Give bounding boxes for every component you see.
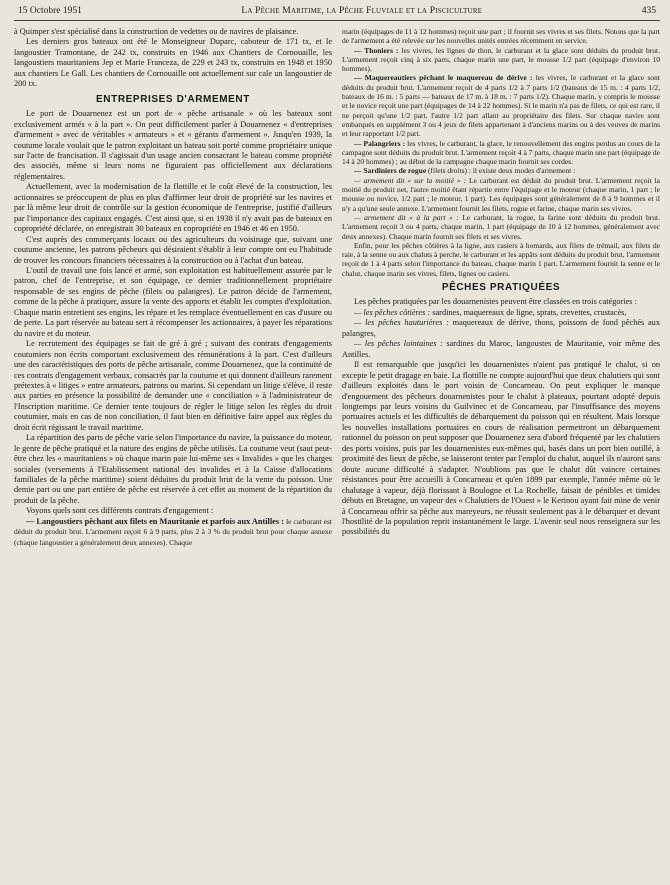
paragraph-text: Le carburant est déduit du produit brut. L'armement reçoit la moitié du produit net, l'autre moitié étant répartie entre l'équipage et le moteur (chaque marin, 1 part ; le mousse ou novice, 1/2 part ; le moteur, 1 part). Les équipages sont généralement de 8 à 9 hommes et il n'y a qu'une seule annexe. L'armement fournit les filets, rogue et farine, chaque marin ses vivres. bbox=[342, 175, 660, 213]
header-page-number: 435 bbox=[641, 6, 656, 16]
paragraph-text: Le carburant, la rogue, la farine sont déduits du produit brut. L'armement reçoit 3 ou 4 parts, chaque marin, 1 part (équipage de 10 à 12 hommes, généralement avec deux annexes). Chaque marin fournit ses filets et ses vivres. bbox=[342, 212, 660, 241]
paragraph-heading: — les pêches côtières : bbox=[354, 307, 431, 317]
paragraph-heading: — Sardiniers de rogue bbox=[354, 166, 427, 176]
paragraph: Les pêches pratiquées par les douarnenistes peuvent être classées en trois catégories : bbox=[354, 297, 637, 307]
section-title: ENTREPRISES D'ARMEMENT bbox=[96, 93, 250, 105]
paragraph: Il est remarquable que jusqu'ici les douarnenistes n'aient pas pratiqué le chalut, si on excepte le petit dragage en baie. La flottille ne compte aujourd'hui que deux chalutiers qui sont d'ailleurs exploités dans le port voisin de Concarneau. On peut expliquer le manque d'engouement des pêcheurs douarnenistes pour le chalut à plateaux, pourtant adopté depuis longtemps par leurs voisins du Guilvinec et de Concarneau, par l'insuffisance des moyens portuaires actuels et les difficultés de débarquement du poisson qui en résultent. Mais lorsque les nouvelles installations portuaires en cours de réalisation permettront un débarquement rationnel du poisson on peut supposer que Douarnenez sera d'abord fréquenté par les chalutiers des ports voisins, puis par les douarnenistes eux-mêmes qui, basés dans un port bien outillé, à proximité des lieux de pêche, se laisseront tenter par l'emploi du chalut, auquel ils n'auront sans doute aucune difficulté à s'adapter. N'oublions pas que le chalut dût vaincre certaines résistances pour être accueilli à Concarneau et qu'en 1899 par exemple, l'année même où le chalutage à vapeur, déjà florissant à Boulogne et La Rochelle, faisait de pénibles et timides débuts en Bretagne, un vapeur des « Chalutiers de l'Ouest » le Kerinou ayant fait mine de venir à Concarneau offrir sa pêche aux mareyeurs, ne réussit seulement pas à le débarquer et devant l'hostilité de la population reprit instantanément le large. L'avenir seul nous renseignera sur les possibilités du bbox=[342, 360, 660, 537]
paragraph-heading: — Maquereautiers pêchant le maquereau de dérive : bbox=[354, 73, 533, 83]
paragraph bbox=[342, 213, 660, 241]
paragraph-text: le carburant est déduit du produit brut. L'armement reçoit 6 à 9 parts, plus 2 à 3 % du produit brut pour chaque annexe (chaque langoustier a généralement deux annexes). Chaque bbox=[14, 516, 332, 547]
paragraph-heading: — les pêches lointaines : bbox=[354, 339, 443, 349]
paragraph-heading: — armement dit « à la part » : bbox=[354, 212, 459, 222]
paragraph: C'est auprès des commerçants locaux ou des agriculteurs du voisinage que, suivant une coutume ancienne, les patrons pêcheurs qui désiraient s'établir à leur compte ont eu l'habitude de trouver les concours financiers nécessaires à la construction ou à l'achat d'un bateau. bbox=[14, 234, 332, 265]
paragraph bbox=[14, 517, 332, 548]
paragraph-text: les vivres, les lignes de thon, le carburant et la glace sont déduits du produit brut. L'armement reçoit cinq à six parts, chaque marin une part, le mousse 1/2 part (équipage d'environ 10 hommes). bbox=[342, 45, 660, 74]
paragraph: Le recrutement des équipages se fait de gré à gré ; suivant des contrats d'engagements coutumiers non écrits comportant exclusivement des rémunérations à la part. C'est d'ailleurs une des caractéristiques des ports de pêche artisanale, comme Douarnenez, que la continuité de ces contrats d'engagement verbaux, consacrés par la coutume et qui donnent d'ailleurs rarement prétextes à « litiges » entre armateurs, patrons ou marins. Si cependant un litige s'élève, il reste aux parties en présence la possibilité de demander une « conciliation » à l'administrateur de l'Inscription maritime. Ce dernier tente toujours de régler le litige selon les règles du droit coutumier, mais en cas de non conciliation, il faut bien en définitive faire appel aux règles du droit écrit régissant le travail maritime. bbox=[14, 339, 332, 432]
paragraph: La répartition des parts de pêche varie selon l'importance du navire, la puissance du moteur, le genre de pêche pratiqué et la nature des engins de pêche utilisés. La coutume veut (saut peut-être chez les « mauritaniens » où chaque marin paie lui-même ses « Invalides » que les charges sociales (versements à l'Etablissement national des invalides et à la Caisse d'allocations familiales de la pêche maritime) soient déduites du produit brut de la vente du poisson. Une demie part ou une part entière de pêche est réservée à cet effet au moment de la répartition du produit de la pêche. bbox=[14, 433, 332, 505]
paragraph: marin (équipages de 11 à 12 hommes) reçoit une part ; il fournit ses vivres et ses filets. Notons que la part de l'armement a été relevée sur les nouvelles unités entrées récemment en service. bbox=[342, 27, 660, 46]
paragraph bbox=[342, 73, 660, 138]
paragraph-heading: — Langoustiers pêchant aux filets en Mauritanie et parfois aux Antilles : bbox=[26, 516, 284, 526]
header-title: La Pêche Maritime, la Pêche Fluviale et la Pisciculture bbox=[241, 6, 483, 16]
paragraph: Le port de Douarnenez est un port de « pêche artisanale » où les bateaux sont exclusivement armés « à la part ». On peut difficilement parler à Douarnenez « d'entreprises d'armement » avec de véritables « armateurs » et « gérants d'armement ». Jusqu'en 1939, la coutume locale voulait que le patron exploitant un bateau soit porté comme propriétaire unique sur l'acte de francisation. Il s'agissait d'un usage ancien consacrant le bateau comme propriété des associés, même si leurs noms ne figuraient pas officiellement aux déclarations réglementaires. bbox=[14, 109, 332, 181]
paragraph: Voyons quels sont ces différents contrats d'engagement : bbox=[26, 506, 214, 516]
paragraph: Enfin, pour les pêches côtières à la ligne, aux casiers à homards, aux filets de trémail, aux filets de raie, à la senne ou aux chaluts à perche, le carburant et les appâts sont déduits du produit brut, l'armement reçoit de 1 à 4 parts selon l'importance du bateau, chaque marin 1 part. L'armement fournit la senne et le chalut, chaque marin ses vivres, filets, lignes ou casiers. bbox=[342, 240, 660, 278]
section-title: PÊCHES PRATIQUÉES bbox=[441, 282, 561, 294]
paragraph bbox=[342, 308, 660, 318]
paragraph-heading: — armement dit « sur la moitié » : bbox=[354, 175, 467, 185]
paragraph-text: (filets droits) : il existe deux modes d'armement : bbox=[428, 166, 576, 176]
paragraph bbox=[342, 46, 660, 74]
paragraph-text: sardines du Maroc, langoustes de Mauritanie, voir même des Antilles. bbox=[342, 339, 660, 359]
paragraph bbox=[342, 166, 660, 175]
paragraph: L'outil de travail une fois lancé et armé, son exploitation est habituellement assurée par le patron, chef de l'entreprise, et son équipage, ce dernier traditionnellement propriétaire responsable de ses engins de pêche (filets ou palangres). Le patron décide de l'armement, comme de la pêche à pratiquer, assure la vente des apports et établit les comptes d'exploitation. Chaque marin entretient ses engins, les répare et les remplace éventuellement en cas d'usure ou de perte. La part réservée au bateau sert à récompenser les actionnaires, à payer les réparations du navire et du moteur. bbox=[14, 265, 332, 338]
paragraph-text: les vivres, le carburant, la glace, le renouvellement des engins perdus au cours de la campagne sont déduits du produit brut. L'armement reçoit 4 à 7 parts, chaque marin une part (équipage de 14 à 20 hommes) ; au début de la campagne chaque marin fournit ses cordes. bbox=[342, 138, 660, 167]
paragraph bbox=[342, 139, 660, 167]
header-date: 15 Octobre 1951 bbox=[18, 6, 82, 16]
paragraph bbox=[342, 318, 660, 339]
paragraph-heading: — Thoniers : bbox=[354, 45, 399, 55]
paragraph: à Quimper s'est spécialisé dans la construction de vedettes ou de navires de plaisance. bbox=[14, 27, 299, 36]
right-column bbox=[342, 27, 660, 885]
paragraph-text: sardines, maquereaux de ligne, sprats, crevettes, crustacés, bbox=[432, 307, 627, 317]
paragraph-text: maquereaux de dérive, thons, poissons de fond pêchés aux palangres, bbox=[342, 318, 660, 338]
paragraph: Les derniers gros bateaux ont été le Monseigneur Duparc, caboteur de 171 tx, et le langoustier Tramontane, de 242 tx, construits en 1946 aux Chantiers de Cornouaille, les langoustiers mauritaniens Jep et Marie Franceza, de 229 et 243 tx, construits en 1948 et 1950 aux chantiers Le Gall. Les chantiers de Cornouaille ont actuellement sur cale un langoustier de 200 tx. bbox=[14, 37, 332, 89]
left-column bbox=[14, 27, 332, 885]
paragraph-text: les vivres, le carburant et la glace sont déduits du produit brut. L'armement reçoit de 4 parts 1/2 à 7 parts 1/2 (bateaux de 15 m. : 4 parts 1/2, bateaux de 16 m. : 5 parts — bateaux de 17 m. à 18 m. : 7 parts 1/2). Chaque marin, y compris le mousse et le novice reçoit une part (équipages de 14 à 22 hommes). Si le marin n'a pas de filets, ce qui est rare, il ne perçoit qu'une 1/2 part, l'autre 1/2 part allant au propriétaire des filets. Sur chaque navire sont embarqués en supplément 3 ou 4 jeux de filets appartenant à d'anciens marins ou à des veuves de marins et leur rapportant 1/2 part. bbox=[342, 73, 660, 139]
paragraph bbox=[342, 176, 660, 213]
paragraph-heading: — les pêches hauturières : bbox=[354, 318, 449, 328]
running-header bbox=[14, 6, 660, 21]
columns bbox=[14, 27, 660, 885]
paragraph bbox=[342, 339, 660, 360]
paragraph-heading: — Palangriers : bbox=[354, 138, 406, 148]
paragraph: Actuellement, avec la modernisation de la flottille et le coût élevé de la construction, les actionnaires se préoccupent de plus en plus d'affirmer leur droit de propriété sur les navires et par là même leur droit de contrôle sur la gestion économique de l'entreprise, justifié d'ailleurs par l'importance des capitaux engagés. C'est ainsi que, si en 1938 il n'y avait pas de bateaux en copropriété déclarée, on enregistrait 30 bateaux en copropriété en 1946 et 46 en 1950. bbox=[14, 182, 332, 234]
